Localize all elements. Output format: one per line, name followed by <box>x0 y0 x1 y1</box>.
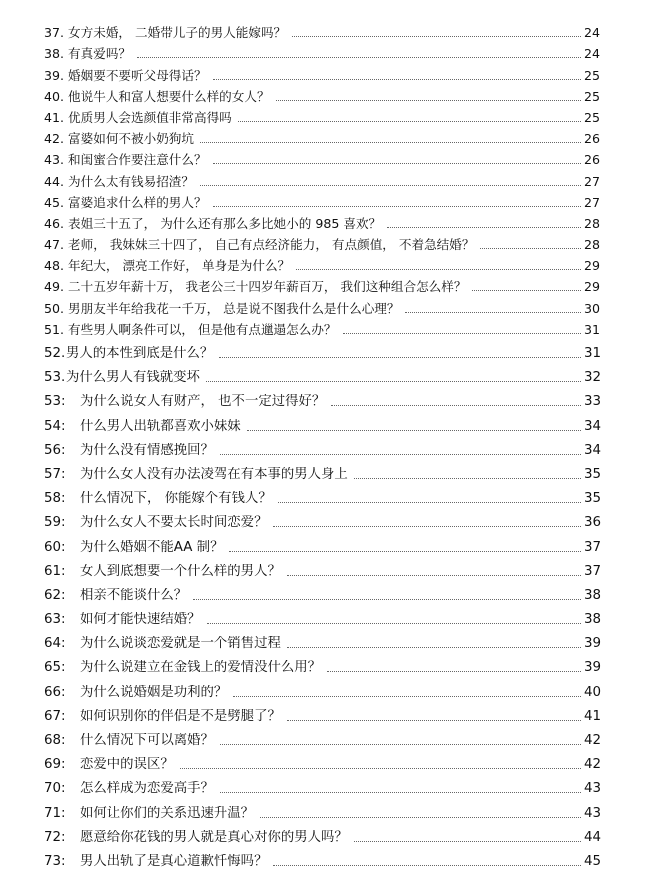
toc-entry-number: 48. <box>44 258 65 274</box>
toc-entry[interactable] <box>44 386 600 410</box>
toc-entry-title[interactable]: 二十五岁年薪十万， 我老公三十四岁年薪百万， 我们这种组合怎么样？ <box>68 279 467 295</box>
toc-entry[interactable] <box>44 62 600 83</box>
toc-entry-number: 40. <box>44 88 65 104</box>
toc-entry-title[interactable]: 有些男人啊条件可以， 但是他有点邋遢怎么办？ <box>68 321 337 337</box>
toc-entry-title[interactable]: 如何才能快速结婚？ <box>80 612 201 628</box>
toc-entry[interactable] <box>44 362 600 386</box>
toc-entry-title[interactable]: 相亲不能谈什么？ <box>80 587 188 603</box>
toc-entry[interactable] <box>44 84 600 105</box>
dotted-leader <box>331 404 581 406</box>
toc-entry-page-number[interactable]: 25 <box>584 67 601 83</box>
toc-entry[interactable] <box>44 749 600 773</box>
dotted-leader <box>193 598 581 600</box>
toc-entry-page-number[interactable]: 31 <box>584 346 602 361</box>
toc-entry-title[interactable]: 富婆如何不被小奶狗坑 <box>68 131 194 147</box>
dotted-leader <box>137 56 581 58</box>
dotted-leader <box>273 525 581 527</box>
toc-entry-title[interactable]: 为什么说女人有财产， 也不一定过得好？ <box>80 394 326 410</box>
toc-entry[interactable] <box>44 105 600 126</box>
toc-entry[interactable] <box>44 317 600 338</box>
toc-entry[interactable] <box>44 604 600 628</box>
toc-entry-page-number[interactable]: 30 <box>584 300 601 316</box>
toc-entry-number: 66: <box>44 684 66 700</box>
toc-entry-number: 50. <box>44 300 65 316</box>
toc-entry-title[interactable]: 如何让你们的关系迅速升温？ <box>80 805 255 821</box>
dotted-leader <box>472 289 581 291</box>
toc-entry-number: 51. <box>44 321 65 337</box>
dotted-leader <box>354 840 581 842</box>
dotted-leader <box>213 162 581 164</box>
toc-entry-number: 58: <box>44 491 66 507</box>
toc-entry-page-number[interactable]: 33 <box>584 394 602 410</box>
toc-entry-title[interactable]: 女人到底想要一个什么样的男人？ <box>80 563 281 579</box>
dotted-leader <box>207 622 581 624</box>
toc-entry[interactable] <box>44 701 600 725</box>
toc-entry-title[interactable]: 有真爱吗？ <box>68 46 131 62</box>
dotted-leader <box>213 205 581 207</box>
toc-entry[interactable] <box>44 435 600 459</box>
toc-entry-page-number[interactable]: 38 <box>584 587 602 603</box>
toc-entry-page-number[interactable]: 41 <box>584 708 602 724</box>
toc-entry-page-number[interactable]: 44 <box>584 829 602 845</box>
toc-entry-page-number[interactable]: 43 <box>584 805 602 821</box>
toc-entry-page-number[interactable]: 38 <box>584 612 602 628</box>
toc-entry-title[interactable]: 为什么太有钱易招渣？ <box>68 173 194 189</box>
toc-entry-title[interactable]: 为什么说婚姻是功利的？ <box>80 684 228 700</box>
toc-entry[interactable] <box>44 531 600 555</box>
dotted-leader <box>343 332 581 334</box>
toc-entry-number: 69: <box>44 757 66 773</box>
toc-entry[interactable] <box>44 556 600 580</box>
dotted-leader <box>213 78 581 80</box>
toc-entry-number: 59: <box>44 515 66 531</box>
dotted-leader <box>405 311 581 313</box>
toc-entry-number: 44. <box>44 173 65 189</box>
toc-entry-number: 67: <box>44 708 66 724</box>
toc-entry-page-number[interactable]: 39 <box>584 660 602 676</box>
toc-entry-page-number[interactable]: 25 <box>584 109 601 125</box>
toc-entry-title[interactable]: 老师， 我妹妹三十四了， 自己有点经济能力， 有点颜值， 不着急结婚？ <box>68 237 475 253</box>
toc-entry-page-number[interactable]: 32 <box>584 370 602 386</box>
toc-entry-page-number[interactable]: 36 <box>584 515 602 531</box>
toc-entry[interactable] <box>44 211 600 232</box>
toc-entry-title[interactable]: 为什么女人没有办法凌驾在有本事的男人身上 <box>80 466 348 482</box>
toc-entry-title[interactable]: 他说牛人和富人想要什么样的女人？ <box>68 88 270 104</box>
toc-entry-page-number[interactable]: 31 <box>584 321 601 337</box>
toc-entry-number: 56: <box>44 442 66 458</box>
toc-entry-page-number[interactable]: 28 <box>584 215 601 231</box>
toc-entry[interactable] <box>44 459 600 483</box>
toc-entry[interactable] <box>44 190 600 211</box>
toc-entry[interactable] <box>44 773 600 797</box>
toc-entry-title[interactable]: 为什么说谈恋爱就是一个销售过程 <box>80 636 281 652</box>
toc-entry-page-number[interactable]: 43 <box>584 781 602 797</box>
toc-entry-number: 63: <box>44 612 66 628</box>
toc-entry-page-number[interactable]: 26 <box>584 152 601 168</box>
dotted-leader <box>287 719 581 721</box>
toc-entry-page-number[interactable]: 34 <box>584 442 602 458</box>
toc-entry-number: 41. <box>44 109 65 125</box>
toc-entry-page-number[interactable]: 24 <box>584 46 601 62</box>
toc-entry-title[interactable]: 什么情况下， 你能嫁个有钱人？ <box>80 491 272 507</box>
toc-entry-title[interactable]: 愿意给你花钱的男人就是真心对你的男人吗？ <box>80 829 348 845</box>
toc-entry[interactable] <box>44 253 600 274</box>
toc-entry-page-number[interactable]: 27 <box>584 173 601 189</box>
table-of-contents <box>44 20 600 870</box>
toc-entry[interactable] <box>44 676 600 700</box>
toc-entry-page-number[interactable]: 37 <box>584 539 602 555</box>
toc-entry-title[interactable]: 为什么婚姻不能AA 制？ <box>80 539 224 555</box>
toc-entry-page-number[interactable]: 27 <box>584 194 601 210</box>
dotted-leader <box>220 453 581 455</box>
toc-entry[interactable] <box>44 483 600 507</box>
toc-entry-title[interactable]: 为什么男人有钱就变坏 <box>66 370 200 386</box>
toc-entry-page-number[interactable]: 34 <box>584 418 602 434</box>
toc-entry-title[interactable]: 为什么说建立在金钱上的爱情没什么用？ <box>80 660 322 676</box>
toc-entry-number: 64: <box>44 636 66 652</box>
toc-entry[interactable] <box>44 232 600 253</box>
toc-entry[interactable] <box>44 507 600 531</box>
dotted-leader <box>180 767 581 769</box>
toc-entry-title[interactable]: 和闺蜜合作要注意什么？ <box>68 152 207 168</box>
toc-entry[interactable] <box>44 725 600 749</box>
toc-entry-page-number[interactable]: 24 <box>584 25 601 41</box>
dotted-leader <box>200 141 581 143</box>
toc-entry-page-number[interactable]: 28 <box>584 237 601 253</box>
toc-entry[interactable] <box>44 126 600 147</box>
dotted-leader <box>292 35 581 37</box>
dotted-leader <box>287 574 581 576</box>
toc-entry-number: 52. <box>44 346 66 361</box>
toc-entry-number: 49. <box>44 279 65 295</box>
toc-entry[interactable] <box>44 274 600 295</box>
toc-entry-title[interactable]: 富婆追求什么样的男人？ <box>68 194 207 210</box>
toc-entry[interactable] <box>44 41 600 62</box>
toc-entry-title[interactable]: 怎么样成为恋爱高手？ <box>80 781 214 797</box>
toc-entry-title[interactable]: 优质男人会选颜值非常高得吗 <box>68 109 232 125</box>
toc-entry[interactable] <box>44 822 600 846</box>
toc-entry[interactable] <box>44 652 600 676</box>
toc-entry-title[interactable]: 为什么没有情感挽回？ <box>80 442 214 458</box>
toc-entry-title[interactable]: 为什么女人不要太长时间恋爱？ <box>80 515 268 531</box>
toc-entry[interactable] <box>44 797 600 821</box>
toc-entry-number: 72: <box>44 829 66 845</box>
toc-entry[interactable] <box>44 628 600 652</box>
toc-entry-number: 45. <box>44 194 65 210</box>
toc-entry[interactable] <box>44 168 600 189</box>
toc-entry-page-number[interactable]: 35 <box>584 491 602 507</box>
toc-entry-number: 37. <box>44 25 65 41</box>
toc-entry-page-number[interactable]: 42 <box>584 733 602 748</box>
dotted-leader <box>229 550 581 552</box>
toc-entry[interactable] <box>44 20 600 41</box>
toc-entry[interactable] <box>44 295 600 316</box>
dotted-leader <box>219 356 581 358</box>
toc-entry[interactable] <box>44 410 600 434</box>
toc-entry-title[interactable]: 年纪大， 漂亮工作好， 单身是为什么？ <box>68 258 291 274</box>
dotted-leader <box>327 670 581 672</box>
toc-entry-number: 60: <box>44 539 66 555</box>
dotted-leader <box>238 120 581 122</box>
toc-entry-number: 46. <box>44 215 65 231</box>
toc-entry-title[interactable]: 什么男人出轨都喜欢小妹妹 <box>80 418 241 434</box>
dotted-leader <box>260 816 581 818</box>
toc-entry-number: 47. <box>44 237 65 253</box>
toc-entry-title[interactable]: 什么情况下可以离婚？ <box>80 733 214 748</box>
toc-entry-title[interactable]: 男朋友半年给我花一千万， 总是说不图我什么是什么心理？ <box>68 300 400 316</box>
toc-entry-number: 57: <box>44 466 66 482</box>
toc-entry-number: 68: <box>44 733 66 748</box>
toc-entry-number: 42. <box>44 131 65 147</box>
toc-entry-page-number[interactable]: 35 <box>584 466 602 482</box>
toc-entry-page-number[interactable]: 29 <box>584 258 601 274</box>
toc-entry-number: 71: <box>44 805 66 821</box>
toc-entry-page-number[interactable]: 37 <box>584 563 602 579</box>
dotted-leader <box>276 99 581 101</box>
toc-entry-number: 38. <box>44 46 65 62</box>
dotted-leader <box>206 380 581 382</box>
toc-entry-page-number[interactable]: 45 <box>584 853 602 869</box>
dotted-leader <box>220 743 581 745</box>
toc-entry-number: 53: <box>44 394 66 410</box>
toc-entry-title[interactable]: 男人的本性到底是什么？ <box>66 346 214 361</box>
toc-entry-title[interactable]: 女方未婚， 二婚带儿子的男人能嫁吗？ <box>68 25 287 41</box>
toc-entry[interactable] <box>44 338 600 362</box>
toc-entry-number: 61: <box>44 563 66 579</box>
toc-entry-page-number[interactable]: 40 <box>584 684 602 700</box>
toc-entry-number: 53. <box>44 370 66 386</box>
dotted-leader <box>387 226 581 228</box>
toc-entry-number: 70: <box>44 781 66 797</box>
dotted-leader <box>273 864 581 866</box>
dotted-leader <box>200 184 581 186</box>
dotted-leader <box>233 695 581 697</box>
toc-entry[interactable] <box>44 846 600 870</box>
toc-entry-title[interactable]: 婚姻要不要听父母得话？ <box>68 67 207 83</box>
toc-entry-page-number[interactable]: 29 <box>584 279 601 295</box>
toc-entry-title[interactable]: 表姐三十五了， 为什么还有那么多比她小的 985 喜欢？ <box>68 215 382 231</box>
dotted-leader <box>278 501 581 503</box>
toc-entry-number: 73: <box>44 853 66 869</box>
dotted-leader <box>287 646 581 648</box>
toc-entry-title[interactable]: 男人出轨了是真心道歉忏悔吗？ <box>80 853 268 869</box>
toc-entry-page-number[interactable]: 42 <box>584 757 602 773</box>
dotted-leader <box>480 247 581 249</box>
toc-entry-page-number[interactable]: 39 <box>584 636 602 652</box>
toc-entry[interactable] <box>44 580 600 604</box>
toc-entry-page-number[interactable]: 25 <box>584 88 601 104</box>
toc-entry-number: 62: <box>44 587 66 603</box>
dotted-leader <box>354 477 581 479</box>
dotted-leader <box>247 429 581 431</box>
toc-entry-page-number[interactable]: 26 <box>584 131 601 147</box>
toc-entry-title[interactable]: 如何识别你的伴侣是不是劈腿了？ <box>80 708 281 724</box>
toc-entry-number: 54: <box>44 418 66 434</box>
toc-entry-number: 43. <box>44 152 65 168</box>
dotted-leader <box>220 791 581 793</box>
toc-entry-number: 39. <box>44 67 65 83</box>
dotted-leader <box>296 268 581 270</box>
toc-entry-number: 65: <box>44 660 66 676</box>
toc-entry-title[interactable]: 恋爱中的误区？ <box>80 757 174 773</box>
toc-entry[interactable] <box>44 147 600 168</box>
